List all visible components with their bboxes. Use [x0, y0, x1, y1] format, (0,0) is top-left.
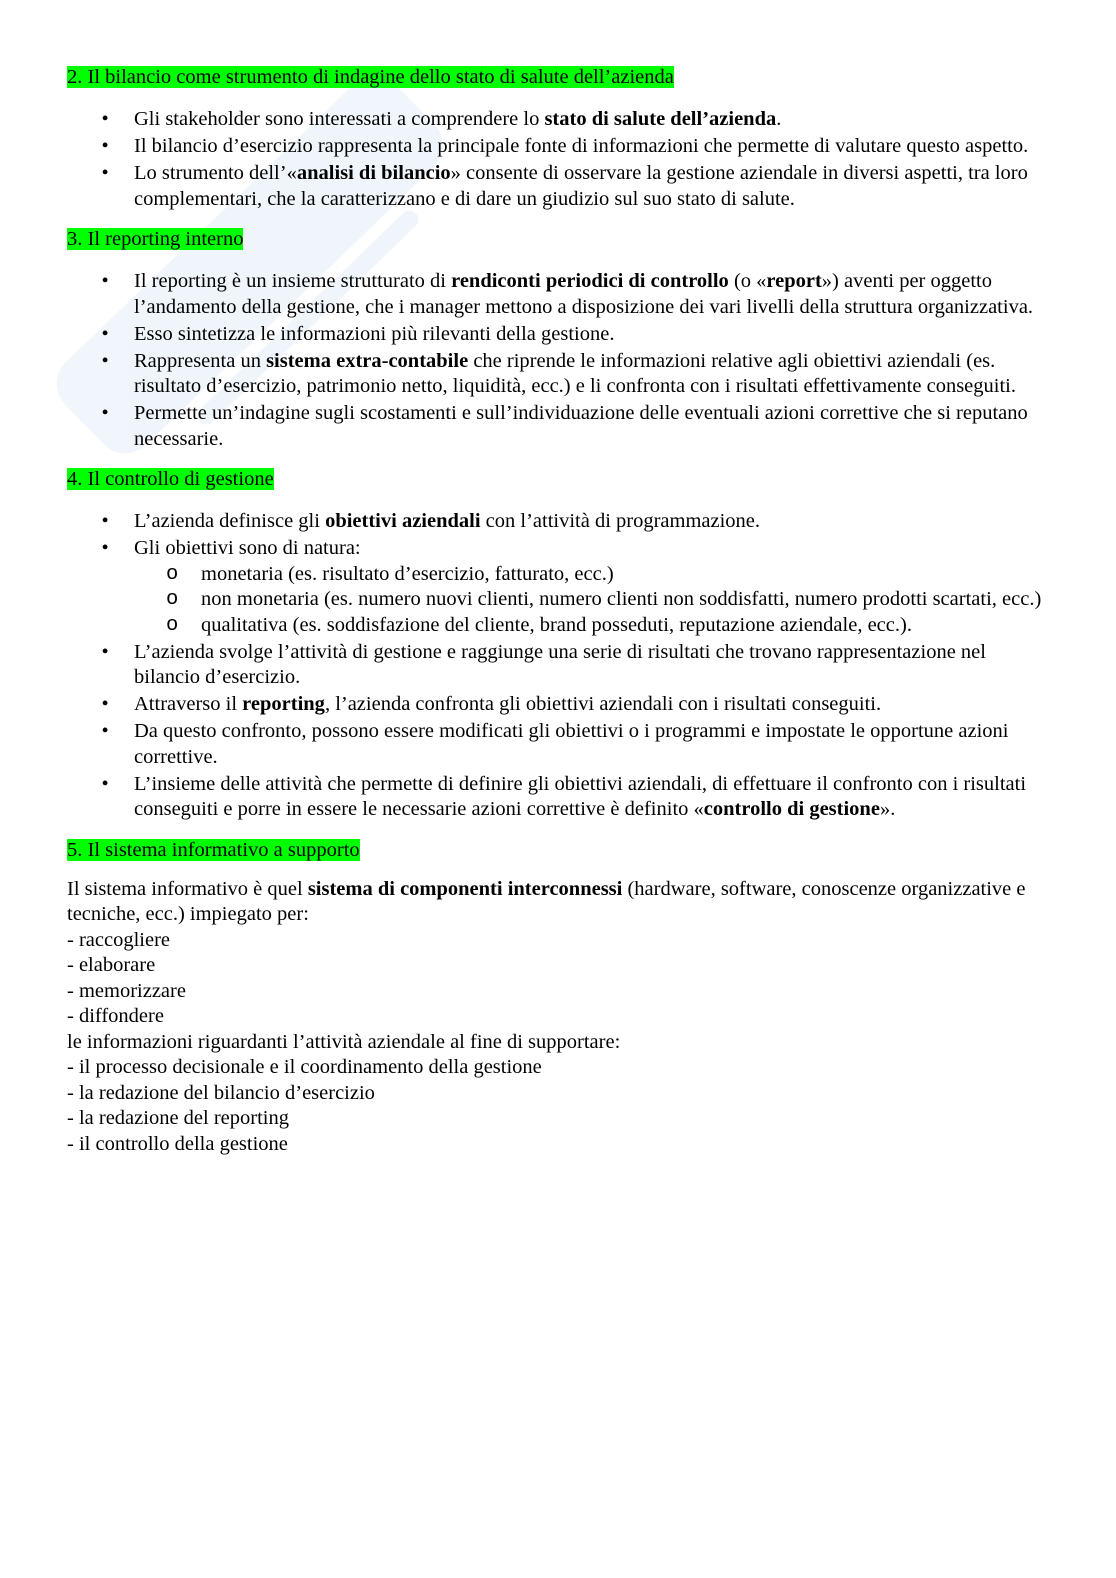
bullet-text: .	[776, 108, 782, 131]
sub-bullet-item: o monetaria (es. risultato d’esercizio, fatturato, ecc.)	[201, 562, 1048, 588]
bullet-item	[134, 161, 1048, 212]
section-heading	[67, 65, 1048, 91]
bullet-text: ») aventi per oggetto l’andamento della gestione, che i manager mettono a disposizione dei vari livelli della struttura organizzativa.	[134, 270, 1034, 318]
document-page	[67, 65, 1048, 1157]
highlighted-heading-text: 3. Il reporting interno	[67, 228, 244, 251]
sub-bullet-item: o qualitativa (es. soddisfazione del cliente, brand posseduti, reputazione aziendale, ecc.).	[201, 613, 1048, 639]
bullet-text: L’insieme delle attività che permette di definire gli obiettivi aziendali, di effettuare il confronto con i risultati conseguiti e porre in essere le necessarie azioni correttive è definito «	[134, 772, 1027, 821]
bold-text: reporting	[242, 693, 325, 716]
bullet-text: che riprende le informazioni relative agli obiettivi aziendali (es. risultato d’esercizio, patrimonio netto, liquidità, ecc.) e li confronta con i risultati effettivamente conseguiti.	[134, 349, 1016, 398]
section-heading	[67, 838, 1048, 864]
bullet-item	[134, 692, 1048, 718]
bullet-text: Attraverso il	[134, 693, 243, 716]
bullet-item	[134, 509, 1048, 535]
bullet-item	[134, 772, 1048, 823]
bullet-text: Gli obiettivi sono di natura:	[134, 537, 361, 560]
dash-list-item: - il controllo della gestione	[67, 1132, 288, 1155]
bullet-text: Il bilancio d’esercizio rappresenta la principale fonte di informazioni che permette di valutare questo aspetto.	[134, 135, 1029, 158]
dash-list-item: - elaborare	[67, 954, 156, 977]
bold-text: sistema extra-contabile	[266, 349, 469, 372]
bullet-item	[134, 536, 1048, 638]
section-heading	[67, 227, 1048, 253]
highlighted-heading-text: 5. Il sistema informativo a supporto	[67, 838, 360, 861]
dash-list-item: - la redazione del reporting	[67, 1107, 289, 1130]
bullet-item	[134, 719, 1048, 770]
bullet-item	[134, 322, 1048, 348]
bullet-text: Gli stakeholder sono interessati a comprendere lo	[134, 108, 545, 131]
bullet-text: (o «	[728, 270, 767, 293]
bold-text: analisi di bilancio	[296, 162, 451, 185]
bold-text: stato di salute dell’azienda	[544, 108, 777, 131]
bullet-item	[134, 640, 1048, 691]
dash-list-item: - la redazione del bilancio d’esercizio	[67, 1081, 375, 1104]
bullet-text: L’azienda svolge l’attività di gestione e raggiunge una serie di risultati che trovano rappresentazione nel bilancio d’esercizio.	[134, 640, 986, 689]
middle-paragraph: le informazioni riguardanti l’attività aziendale al fine di supportare:	[67, 1030, 621, 1053]
bullet-item	[134, 349, 1048, 400]
bullet-item	[134, 401, 1048, 452]
bold-text: rendiconti periodici di controllo	[451, 270, 729, 293]
sub-bullet-list	[134, 562, 1048, 639]
bullet-item	[134, 134, 1048, 160]
bullet-text: Da questo confronto, possono essere modificati gli obiettivi o i programmi e impostate le opportune azioni correttive.	[134, 720, 1009, 768]
dash-list-item: - il processo decisionale e il coordinamento della gestione	[67, 1056, 542, 1079]
bullet-text: ».	[879, 798, 896, 821]
bullet-list	[67, 509, 1048, 823]
paragraph-text: Il sistema informativo è quel	[67, 877, 308, 900]
bullet-list	[67, 269, 1048, 452]
bold-text: report	[766, 270, 822, 293]
bullet-list	[67, 107, 1048, 212]
bullet-text: Permette un’indagine sugli scostamenti e sull’individuazione delle eventuali azioni correttive che si reputano necessarie.	[134, 402, 1028, 450]
section-heading	[67, 467, 1048, 493]
paragraph-text: (hardware, software, conoscenze organizzative e tecniche, ecc.) impiegato per:	[67, 877, 1026, 926]
dash-list-item: - memorizzare	[67, 979, 186, 1002]
highlighted-heading-text: 2. Il bilancio come strumento di indagine dello stato di salute dell’azienda	[67, 66, 674, 89]
dash-list-item: - diffondere	[67, 1005, 164, 1028]
bold-text: sistema di componenti interconnessi	[307, 877, 623, 900]
bullet-text: Esso sintetizza le informazioni più rilevanti della gestione.	[134, 322, 615, 345]
bold-text: obiettivi aziendali	[325, 510, 481, 533]
bullet-text: Lo strumento dell’«	[134, 162, 297, 185]
dash-list-item: - raccogliere	[67, 928, 170, 951]
bullet-item	[134, 269, 1048, 320]
bullet-text: » consente di osservare la gestione aziendale in diversi aspetti, tra loro complementari, che la caratterizzano e di dare un giudizio sul suo stato di salute.	[134, 162, 1028, 210]
bullet-text: con l’attività di programmazione.	[480, 510, 761, 533]
bullet-text: , l’azienda confronta gli obiettivi aziendali con i risultati conseguiti.	[324, 693, 882, 716]
bullet-text: L’azienda definisce gli	[134, 510, 326, 533]
highlighted-heading-text: 4. Il controllo di gestione	[67, 468, 274, 491]
bullet-item	[134, 107, 1048, 133]
bullet-text: Il reporting è un insieme strutturato di	[134, 270, 452, 293]
bullet-text: Rappresenta un	[134, 349, 267, 372]
sub-bullet-item: o non monetaria (es. numero nuovi clienti, numero clienti non soddisfatti, numero prodotti scartati, ecc.)	[201, 587, 1048, 613]
intro-paragraph	[67, 877, 1048, 928]
bold-text: controllo di gestione	[703, 798, 880, 821]
